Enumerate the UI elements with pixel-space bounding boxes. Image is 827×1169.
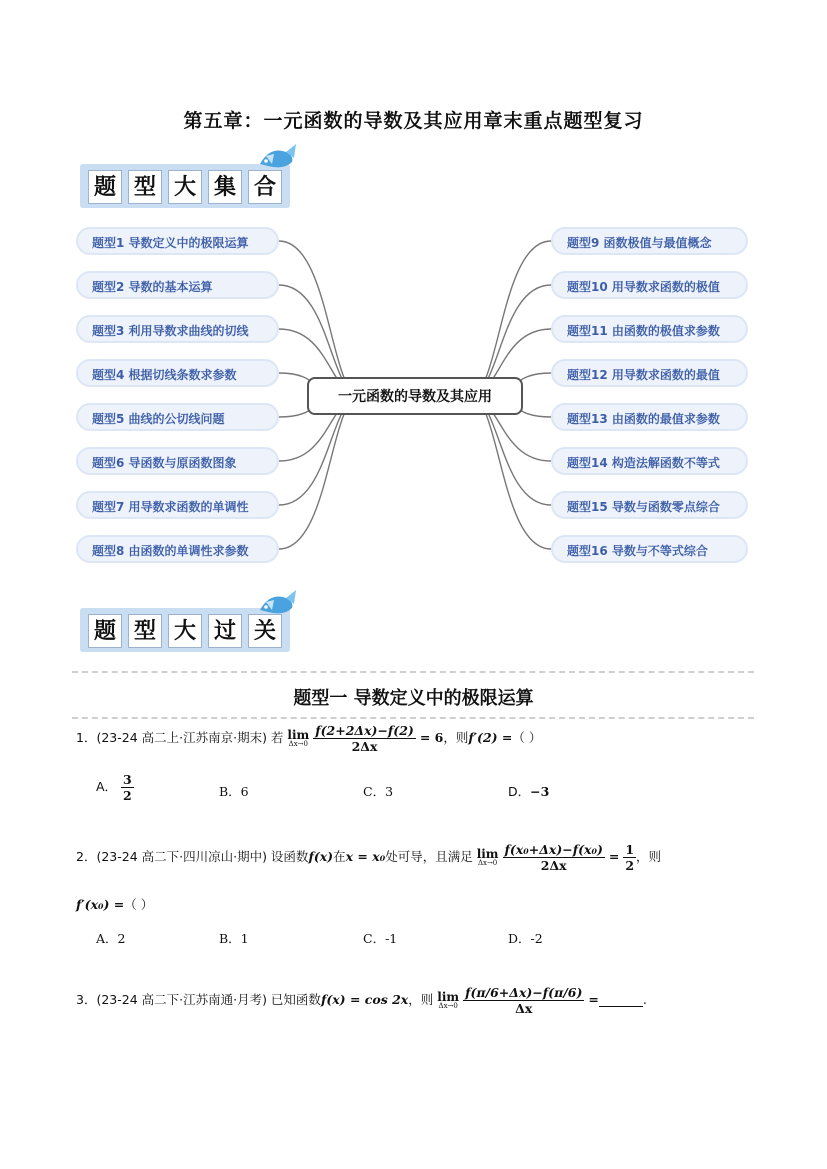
option-a: A．2 bbox=[96, 931, 126, 946]
fraction-numerator: 1 bbox=[625, 842, 635, 857]
banner-char: 大 bbox=[168, 614, 202, 648]
mindmap-item: 题型15 导数与函数零点综合 bbox=[551, 491, 748, 519]
banner-char: 关 bbox=[248, 614, 282, 648]
fraction-numerator: 3 bbox=[123, 772, 132, 787]
divider bbox=[72, 671, 754, 673]
option-b: B．6 bbox=[219, 784, 249, 799]
option-value: −3 bbox=[530, 784, 550, 799]
fraction-denominator: 2 bbox=[625, 858, 635, 873]
mindmap-item: 题型8 由函数的单调性求参数 bbox=[76, 535, 279, 563]
fraction bbox=[121, 772, 134, 803]
mindmap-item: 题型9 函数极值与最值概念 bbox=[551, 227, 748, 255]
fraction bbox=[313, 723, 416, 754]
mindmap-item: 题型12 用导数求函数的最值 bbox=[551, 359, 748, 387]
mindmap-item: 题型1 导数定义中的极限运算 bbox=[76, 227, 279, 255]
fraction-denominator: 2Δx bbox=[503, 857, 605, 873]
function-symbol: f(x) bbox=[308, 849, 334, 864]
lim-label: lim bbox=[287, 728, 310, 742]
question-1 bbox=[76, 723, 541, 754]
option-label: D． bbox=[508, 784, 531, 799]
fraction-numerator: f(2+2Δx)−f(2) bbox=[315, 723, 414, 738]
question-source: 1．(23-24 高二上·江苏南京·期末) 若 bbox=[76, 730, 284, 745]
mindmap-item: 题型2 导数的基本运算 bbox=[76, 271, 279, 299]
equals-sign: = bbox=[588, 992, 599, 1007]
mindmap-center-node: 一元函数的导数及其应用 bbox=[307, 377, 523, 415]
answer-brackets: （ ） bbox=[512, 730, 542, 745]
fraction-denominator: 2 bbox=[123, 788, 132, 803]
connector-text: ，则 bbox=[408, 992, 434, 1007]
question-2-line2 bbox=[76, 895, 153, 913]
mindmap-item: 题型7 用导数求函数的单调性 bbox=[76, 491, 279, 519]
limit-operator bbox=[477, 848, 499, 867]
connector-text: ，则 bbox=[636, 849, 662, 864]
question-source: 3．(23-24 高二下·江苏南通·月考) 已知函数 bbox=[76, 992, 321, 1007]
question-source: 2．(23-24 高二下·四川凉山·期中) 设函数 bbox=[76, 849, 309, 864]
mindmap-item: 题型11 由函数的极值求参数 bbox=[551, 315, 748, 343]
lim-subscript: Δx→0 bbox=[288, 740, 308, 748]
fraction-denominator: 2Δx bbox=[313, 738, 416, 754]
limit-operator bbox=[287, 729, 309, 748]
option-d: D．-2 bbox=[508, 931, 543, 946]
option-d bbox=[508, 782, 549, 800]
derivative-expression: f′(x₀) = bbox=[76, 897, 125, 912]
lim-label: lim bbox=[476, 847, 499, 861]
banner-char: 题 bbox=[88, 170, 122, 204]
derivative-expression: f′(2) = bbox=[468, 730, 513, 745]
banner-char: 合 bbox=[248, 170, 282, 204]
banner-char: 大 bbox=[168, 170, 202, 204]
option-c: C．-1 bbox=[363, 931, 398, 946]
divider bbox=[72, 717, 754, 719]
fraction bbox=[503, 842, 605, 873]
banner-char: 集 bbox=[208, 170, 242, 204]
mindmap-item: 题型4 根据切线条数求参数 bbox=[76, 359, 279, 387]
section-title: 题型一 导数定义中的极限运算 bbox=[293, 688, 534, 709]
mindmap-item: 题型14 构造法解函数不等式 bbox=[551, 447, 748, 475]
mindmap-item: 题型6 导函数与原函数图象 bbox=[76, 447, 279, 475]
page-title: 第五章：一元函数的导数及其应用章末重点题型复习 bbox=[183, 110, 644, 132]
question-3 bbox=[76, 985, 647, 1016]
banner-char: 过 bbox=[208, 614, 242, 648]
limit-operator bbox=[437, 991, 459, 1010]
answer-blank[interactable] bbox=[599, 994, 643, 1007]
option-b: B．1 bbox=[219, 931, 249, 946]
equation-rhs: = 6 bbox=[419, 730, 444, 745]
condition: x = x₀ bbox=[345, 849, 386, 864]
fraction-denominator: Δx bbox=[463, 1000, 584, 1016]
fraction bbox=[463, 985, 584, 1016]
mindmap-item: 题型5 曲线的公切线问题 bbox=[76, 403, 279, 431]
lim-subscript: Δx→0 bbox=[477, 859, 498, 867]
mindmap-item: 题型13 由函数的最值求参数 bbox=[551, 403, 748, 431]
option-a bbox=[96, 772, 134, 803]
fraction bbox=[623, 842, 636, 873]
answer-brackets: （ ） bbox=[124, 897, 154, 912]
connector-text: ，则 bbox=[443, 730, 469, 745]
fraction-numerator: f(π/6+Δx)−f(π/6) bbox=[465, 985, 583, 1000]
function-definition: f(x) = cos 2x bbox=[320, 992, 409, 1007]
mindmap-item: 题型16 导数与不等式综合 bbox=[551, 535, 748, 563]
option-label: A． bbox=[96, 779, 118, 794]
period: . bbox=[642, 992, 647, 1007]
equals-sign: = bbox=[608, 849, 620, 864]
banner-char: 题 bbox=[88, 614, 122, 648]
lim-subscript: Δx→0 bbox=[438, 1002, 458, 1010]
fraction-numerator: f(x₀+Δx)−f(x₀) bbox=[504, 842, 603, 857]
question-2 bbox=[76, 842, 661, 873]
fish-icon bbox=[256, 588, 298, 622]
mindmap-item: 题型10 用导数求函数的极值 bbox=[551, 271, 748, 299]
lim-label: lim bbox=[437, 990, 460, 1004]
mindmap-item: 题型3 利用导数求曲线的切线 bbox=[76, 315, 279, 343]
connector-text: 在 bbox=[333, 849, 346, 864]
option-c: C．3 bbox=[363, 784, 394, 799]
banner-char: 型 bbox=[128, 170, 162, 204]
connector-text: 处可导，且满足 bbox=[385, 849, 473, 864]
banner-char: 型 bbox=[128, 614, 162, 648]
